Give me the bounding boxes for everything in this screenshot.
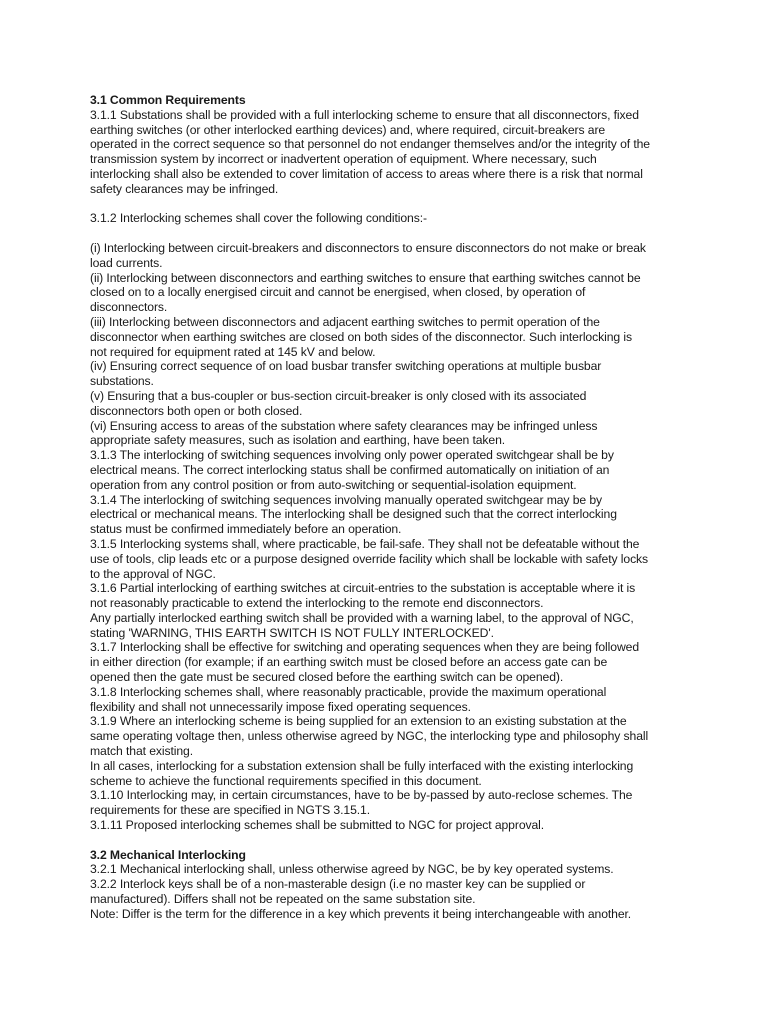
- paragraph-3-1-2: 3.1.2 Interlocking schemes shall cover the following conditions:-: [90, 211, 427, 226]
- note-differ: Note: Differ is the term for the difference in a key which prevents it being interchangeable with another.: [90, 906, 632, 921]
- condition-ii: (ii) Interlocking between disconnectors and earthing switches to ensure that earthing switches cannot be closed on to a locally energised circuit and cannot be energised, when closed, by operation of disconnectors.: [90, 270, 641, 315]
- paragraph-3-1-6-warning: Any partially interlocked earthing switch shall be provided with a warning label, to the approval of NGC, stating 'WARNING, THIS EARTH SWITCH IS NOT FULLY INTERLOCKED'.: [90, 610, 634, 640]
- paragraph-3-1-4: 3.1.4 The interlocking of switching sequences involving manually operated switchgear may be by electrical or mechanical means. The interlocking shall be designed such that the correct interlocking status must be confirmed immediately before an operation.: [90, 492, 617, 537]
- paragraph-3-1-8: 3.1.8 Interlocking schemes shall, where reasonably practicable, provide the maximum operational flexibility and shall not unnecessarily impose fixed operating sequences.: [90, 684, 607, 714]
- section-heading-mechanical-interlocking: 3.2 Mechanical Interlocking: [90, 847, 246, 862]
- condition-iii: (iii) Interlocking between disconnectors and adjacent earthing switches to permit operation of the disconnector when earthing switches are closed on both sides of the disconnector. Such interlocking is not required for equipment rated at 145 kV and below.: [90, 314, 632, 359]
- paragraph-3-1-6: 3.1.6 Partial interlocking of earthing switches at circuit-entries to the substation is acceptable where it is not reasonably practicable to extend the interlocking to the remote end disconnectors.: [90, 581, 636, 611]
- paragraph-3-1-11: 3.1.11 Proposed interlocking schemes shall be submitted to NGC for project approval.: [90, 818, 545, 833]
- paragraph-3-1-5: 3.1.5 Interlocking systems shall, where practicable, be fail-safe. They shall not be defeatable without the use of tools, clip leads etc or a purpose designed override facility which shall be lockable with safety locks to the approval of NGC.: [90, 536, 649, 581]
- condition-v: (v) Ensuring that a bus-coupler or bus-section circuit-breaker is only closed with its associated disconnectors both open or both closed.: [90, 388, 587, 418]
- section-heading-common-requirements: 3.1 Common Requirements: [90, 93, 246, 107]
- paragraph-3-2-1: 3.2.1 Mechanical interlocking shall, unless otherwise agreed by NGC, be by key operated systems.: [90, 862, 614, 877]
- paragraph-gap: [90, 833, 690, 848]
- paragraph-gap: [90, 226, 690, 241]
- paragraph-3-2-2: 3.2.2 Interlock keys shall be of a non-masterable design (i.e no master key can be supplied or manufactured). Differs shall not be repeated on the same substation site.: [90, 877, 586, 907]
- condition-iv: (iv) Ensuring correct sequence of on load busbar transfer switching operations at multiple busbar substations.: [90, 359, 602, 389]
- document-page: [90, 93, 690, 922]
- paragraph-3-1-1: 3.1.1 Substations shall be provided with a full interlocking scheme to ensure that all disconnectors, fixed earthing switches (or other interlocked earthing devices) and, where required, circuit-breakers are operated in the correct sequence so that personnel do not endanger themselves and/or the integrity of the transmission system by incorrect or inadvertent operation of equipment. Where necessary, such interlocking shall also be extended to cover limitation of access to areas where there is a risk that normal safety clearances may be infringed.: [90, 107, 650, 196]
- paragraph-3-1-3: 3.1.3 The interlocking of switching sequences involving only power operated switchgear shall be by electrical means. The correct interlocking status shall be confirmed automatically on initiation of an operation from any control position or from auto-switching or sequential-isolation equipment.: [90, 448, 614, 492]
- paragraph-3-1-10: 3.1.10 Interlocking may, in certain circumstances, have to be by-passed by auto-reclose schemes. The requirements for these are specified in NGTS 3.15.1.: [90, 788, 633, 818]
- condition-vi: (vi) Ensuring access to areas of the substation where safety clearances may be infringed unless appropriate safety measures, such as isolation and earthing, have been taken.: [90, 418, 598, 448]
- paragraph-gap: [90, 197, 690, 212]
- condition-i: (i) Interlocking between circuit-breakers and disconnectors to ensure disconnectors do not make or break load currents.: [90, 240, 646, 270]
- paragraph-3-1-7: 3.1.7 Interlocking shall be effective for switching and operating sequences when they are being followed in either direction (for example; if an earthing switch must be closed before an access gate can be opened then the gate must be secured closed before the earthing switch can be opened).: [90, 640, 639, 685]
- paragraph-3-1-9-extension: In all cases, interlocking for a substation extension shall be fully interfaced with the existing interlocking scheme to achieve the functional requirements specified in this document.: [90, 758, 634, 788]
- paragraph-3-1-9: 3.1.9 Where an interlocking scheme is being supplied for an extension to an existing substation at the same operating voltage then, unless otherwise agreed by NGC, the interlocking type and philosophy shall match that existing.: [90, 714, 649, 759]
